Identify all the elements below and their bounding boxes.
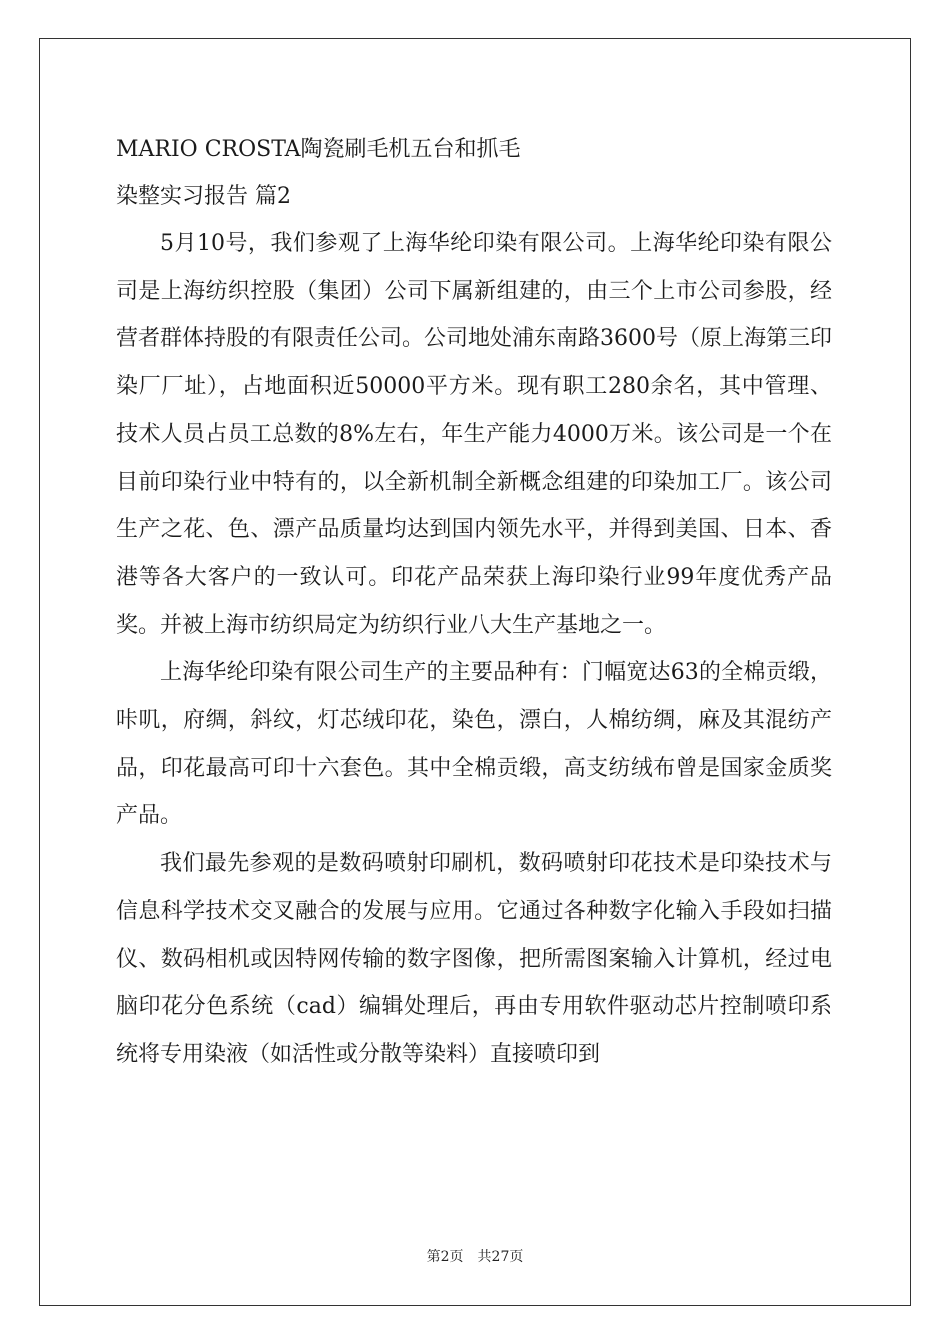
paragraph-2: 上海华纶印染有限公司生产的主要品种有：门幅宽达63的全棉贡缎，咔叽，府绸，斜纹，灯芯绒印花，染色，漂白，人棉纺绸，麻及其混纺产品，印花最高可印十六套色。其中全棉贡缎，高支纺绒布曾是国家金质奖产品。	[116, 660, 832, 829]
section-title: 染整实习报告 篇2	[116, 184, 291, 209]
paragraph-1: 5月10号，我们参观了上海华纶印染有限公司。上海华纶印染有限公司是上海纺织控股（集团）公司下属新组建的，由三个上市公司参股，经营者群体持股的有限责任公司。公司地处浦东南路3600号（原上海第三印染厂厂址），占地面积近50000平方米。现有职工280余名，其中管理、技术人员占员工总数的8%左右，年生产能力4000万米。该公司是一个在目前印染行业中特有的，以全新机制全新概念组建的印染加工厂。该公司生产之花、色、漂产品质量均达到国内领先水平，并得到美国、日本、香港等各大客户的一致认可。印花产品荣获上海印染行业99年度优秀产品奖。并被上海市纺织局定为纺织行业八大生产基地之一。	[116, 231, 832, 638]
heading-line-1: MARIO CROSTA陶瓷刷毛机五台和抓毛	[116, 137, 521, 162]
document-body	[116, 126, 832, 1079]
page-number-footer: 第2页 共27页	[426, 1249, 524, 1265]
paragraph-3: 我们最先参观的是数码喷射印刷机，数码喷射印花技术是印染技术与信息科学技术交叉融合的发展与应用。它通过各种数字化输入手段如扫描仪、数码相机或因特网传输的数字图像，把所需图案输入计算机，经过电脑印花分色系统（cad）编辑处理后，再由专用软件驱动芯片控制喷印系统将专用染液（如活性或分散等染料）直接喷印到	[116, 851, 832, 1067]
